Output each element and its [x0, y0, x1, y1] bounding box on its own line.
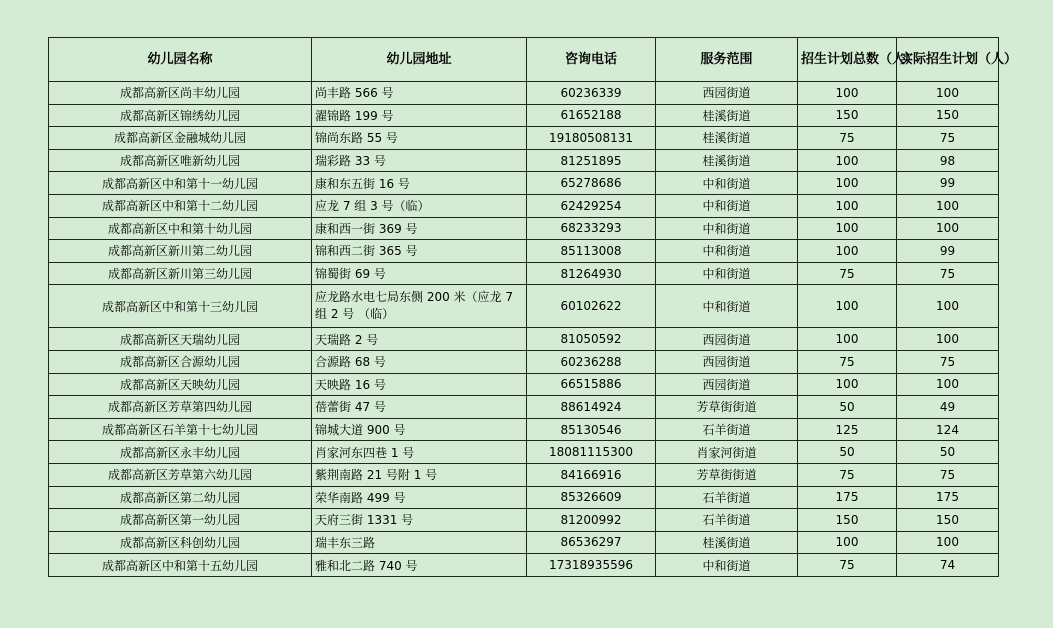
address-cell: 天映路 16 号 [312, 373, 527, 396]
service-area-cell: 桂溪街道 [656, 127, 798, 150]
table-row [49, 149, 999, 172]
kindergarten-name-cell: 成都高新区第二幼儿园 [49, 486, 312, 509]
address-cell: 锦和西二街 365 号 [312, 240, 527, 263]
kindergarten-name-cell: 成都高新区芳草第四幼儿园 [49, 396, 312, 419]
phone-cell: 60102622 [527, 285, 656, 328]
kindergarten-name-cell: 成都高新区唯新幼儿园 [49, 149, 312, 172]
plan-total-cell: 100 [798, 217, 897, 240]
plan-total-cell: 100 [798, 149, 897, 172]
service-area-cell: 中和街道 [656, 554, 798, 577]
address-cell: 锦城大道 900 号 [312, 418, 527, 441]
plan-total-cell: 75 [798, 554, 897, 577]
plan-actual-cell: 74 [897, 554, 999, 577]
phone-cell: 17318935596 [527, 554, 656, 577]
table-row [49, 285, 999, 328]
service-area-cell: 桂溪街道 [656, 104, 798, 127]
address-cell: 锦蜀街 69 号 [312, 262, 527, 285]
kindergarten-name-cell: 成都高新区中和第十一幼儿园 [49, 172, 312, 195]
kindergarten-name-cell: 成都高新区金融城幼儿园 [49, 127, 312, 150]
kindergarten-name-cell: 成都高新区新川第二幼儿园 [49, 240, 312, 263]
plan-total-cell: 75 [798, 127, 897, 150]
table-row [49, 463, 999, 486]
service-area-cell: 芳草街街道 [656, 463, 798, 486]
address-cell: 康和西一街 369 号 [312, 217, 527, 240]
address-cell: 紫荆南路 21 号附 1 号 [312, 463, 527, 486]
plan-total-cell: 100 [798, 240, 897, 263]
plan-actual-cell: 75 [897, 350, 999, 373]
kindergarten-name-cell: 成都高新区天瑞幼儿园 [49, 328, 312, 351]
phone-cell: 19180508131 [527, 127, 656, 150]
phone-cell: 61652188 [527, 104, 656, 127]
address-cell: 雅和北二路 740 号 [312, 554, 527, 577]
kindergarten-name-cell: 成都高新区尚丰幼儿园 [49, 82, 312, 105]
address-cell: 锦尚东路 55 号 [312, 127, 527, 150]
header-phone: 咨询电话 [527, 38, 656, 82]
phone-cell: 81251895 [527, 149, 656, 172]
service-area-cell: 西园街道 [656, 82, 798, 105]
kindergarten-name-cell: 成都高新区芳草第六幼儿园 [49, 463, 312, 486]
service-area-cell: 桂溪街道 [656, 149, 798, 172]
kindergarten-name-cell: 成都高新区合源幼儿园 [49, 350, 312, 373]
plan-total-cell: 75 [798, 262, 897, 285]
phone-cell: 85113008 [527, 240, 656, 263]
kindergarten-name-cell: 成都高新区中和第十三幼儿园 [49, 285, 312, 328]
plan-total-cell: 100 [798, 328, 897, 351]
kindergarten-name-cell: 成都高新区科创幼儿园 [49, 531, 312, 554]
header-name: 幼儿园名称 [49, 38, 312, 82]
plan-actual-cell: 50 [897, 441, 999, 464]
address-cell: 天府三街 1331 号 [312, 509, 527, 532]
kindergarten-name-cell: 成都高新区第一幼儿园 [49, 509, 312, 532]
header-row [49, 38, 999, 82]
phone-cell: 81050592 [527, 328, 656, 351]
address-cell: 瑞彩路 33 号 [312, 149, 527, 172]
address-cell: 尚丰路 566 号 [312, 82, 527, 105]
plan-actual-cell: 75 [897, 127, 999, 150]
table-row [49, 418, 999, 441]
plan-total-cell: 175 [798, 486, 897, 509]
table-row [49, 441, 999, 464]
service-area-cell: 中和街道 [656, 240, 798, 263]
plan-actual-cell: 99 [897, 172, 999, 195]
phone-cell: 85326609 [527, 486, 656, 509]
plan-actual-cell: 98 [897, 149, 999, 172]
address-cell: 肖家河东四巷 1 号 [312, 441, 527, 464]
phone-cell: 60236339 [527, 82, 656, 105]
phone-cell: 81264930 [527, 262, 656, 285]
plan-actual-cell: 100 [897, 217, 999, 240]
address-cell: 濯锦路 199 号 [312, 104, 527, 127]
table-row [49, 194, 999, 217]
table-row [49, 127, 999, 150]
phone-cell: 85130546 [527, 418, 656, 441]
phone-cell: 84166916 [527, 463, 656, 486]
plan-total-cell: 75 [798, 463, 897, 486]
header-plan-total: 招生计划总数（人） [798, 38, 897, 82]
kindergarten-name-cell: 成都高新区石羊第十七幼儿园 [49, 418, 312, 441]
address-cell: 天瑞路 2 号 [312, 328, 527, 351]
service-area-cell: 芳草街街道 [656, 396, 798, 419]
table-row [49, 350, 999, 373]
kindergarten-name-cell: 成都高新区新川第三幼儿园 [49, 262, 312, 285]
plan-total-cell: 125 [798, 418, 897, 441]
table-row [49, 240, 999, 263]
header-plan-actual: 实际招生计划（人） [897, 38, 999, 82]
service-area-cell: 西园街道 [656, 373, 798, 396]
service-area-cell: 中和街道 [656, 194, 798, 217]
plan-total-cell: 150 [798, 104, 897, 127]
plan-actual-cell: 49 [897, 396, 999, 419]
table-row [49, 531, 999, 554]
plan-actual-cell: 150 [897, 104, 999, 127]
table-row [49, 554, 999, 577]
kindergarten-name-cell: 成都高新区永丰幼儿园 [49, 441, 312, 464]
plan-actual-cell: 75 [897, 262, 999, 285]
service-area-cell: 桂溪街道 [656, 531, 798, 554]
address-cell: 蓓蕾街 47 号 [312, 396, 527, 419]
table-row [49, 217, 999, 240]
plan-actual-cell: 100 [897, 373, 999, 396]
plan-actual-cell: 100 [897, 82, 999, 105]
plan-total-cell: 75 [798, 350, 897, 373]
service-area-cell: 西园街道 [656, 350, 798, 373]
kindergarten-name-cell: 成都高新区天映幼儿园 [49, 373, 312, 396]
kindergarten-name-cell: 成都高新区锦绣幼儿园 [49, 104, 312, 127]
table-body [49, 82, 999, 577]
plan-total-cell: 100 [798, 194, 897, 217]
table-row [49, 486, 999, 509]
plan-total-cell: 100 [798, 373, 897, 396]
table-row [49, 172, 999, 195]
plan-total-cell: 50 [798, 396, 897, 419]
service-area-cell: 中和街道 [656, 262, 798, 285]
service-area-cell: 石羊街道 [656, 486, 798, 509]
plan-total-cell: 150 [798, 509, 897, 532]
kindergarten-name-cell: 成都高新区中和第十二幼儿园 [49, 194, 312, 217]
service-area-cell: 中和街道 [656, 172, 798, 195]
service-area-cell: 中和街道 [656, 285, 798, 328]
phone-cell: 88614924 [527, 396, 656, 419]
phone-cell: 66515886 [527, 373, 656, 396]
kindergarten-name-cell: 成都高新区中和第十五幼儿园 [49, 554, 312, 577]
header-address: 幼儿园地址 [312, 38, 527, 82]
plan-actual-cell: 100 [897, 531, 999, 554]
table-row [49, 82, 999, 105]
plan-actual-cell: 124 [897, 418, 999, 441]
service-area-cell: 中和街道 [656, 217, 798, 240]
address-cell: 瑞丰东三路 [312, 531, 527, 554]
phone-cell: 68233293 [527, 217, 656, 240]
service-area-cell: 西园街道 [656, 328, 798, 351]
plan-actual-cell: 175 [897, 486, 999, 509]
plan-actual-cell: 150 [897, 509, 999, 532]
phone-cell: 60236288 [527, 350, 656, 373]
address-cell: 康和东五街 16 号 [312, 172, 527, 195]
address-cell: 应龙 7 组 3 号（临） [312, 194, 527, 217]
table-row [49, 396, 999, 419]
plan-total-cell: 100 [798, 82, 897, 105]
kindergarten-enrollment-table [48, 37, 1018, 577]
phone-cell: 86536297 [527, 531, 656, 554]
plan-actual-cell: 100 [897, 285, 999, 328]
table-row [49, 373, 999, 396]
table-row [49, 262, 999, 285]
phone-cell: 18081115300 [527, 441, 656, 464]
address-cell: 应龙路水电七局东侧 200 米（应龙 7 组 2 号 （临） [312, 285, 527, 328]
kindergarten-name-cell: 成都高新区中和第十幼儿园 [49, 217, 312, 240]
table-row [49, 509, 999, 532]
plan-actual-cell: 99 [897, 240, 999, 263]
address-cell: 荣华南路 499 号 [312, 486, 527, 509]
plan-total-cell: 50 [798, 441, 897, 464]
plan-total-cell: 100 [798, 172, 897, 195]
table-row [49, 104, 999, 127]
plan-total-cell: 100 [798, 285, 897, 328]
service-area-cell: 石羊街道 [656, 509, 798, 532]
service-area-cell: 肖家河街道 [656, 441, 798, 464]
phone-cell: 62429254 [527, 194, 656, 217]
plan-total-cell: 100 [798, 531, 897, 554]
header-area: 服务范围 [656, 38, 798, 82]
phone-cell: 65278686 [527, 172, 656, 195]
plan-actual-cell: 100 [897, 194, 999, 217]
phone-cell: 81200992 [527, 509, 656, 532]
service-area-cell: 石羊街道 [656, 418, 798, 441]
table-row [49, 328, 999, 351]
address-cell: 合源路 68 号 [312, 350, 527, 373]
plan-actual-cell: 75 [897, 463, 999, 486]
plan-actual-cell: 100 [897, 328, 999, 351]
